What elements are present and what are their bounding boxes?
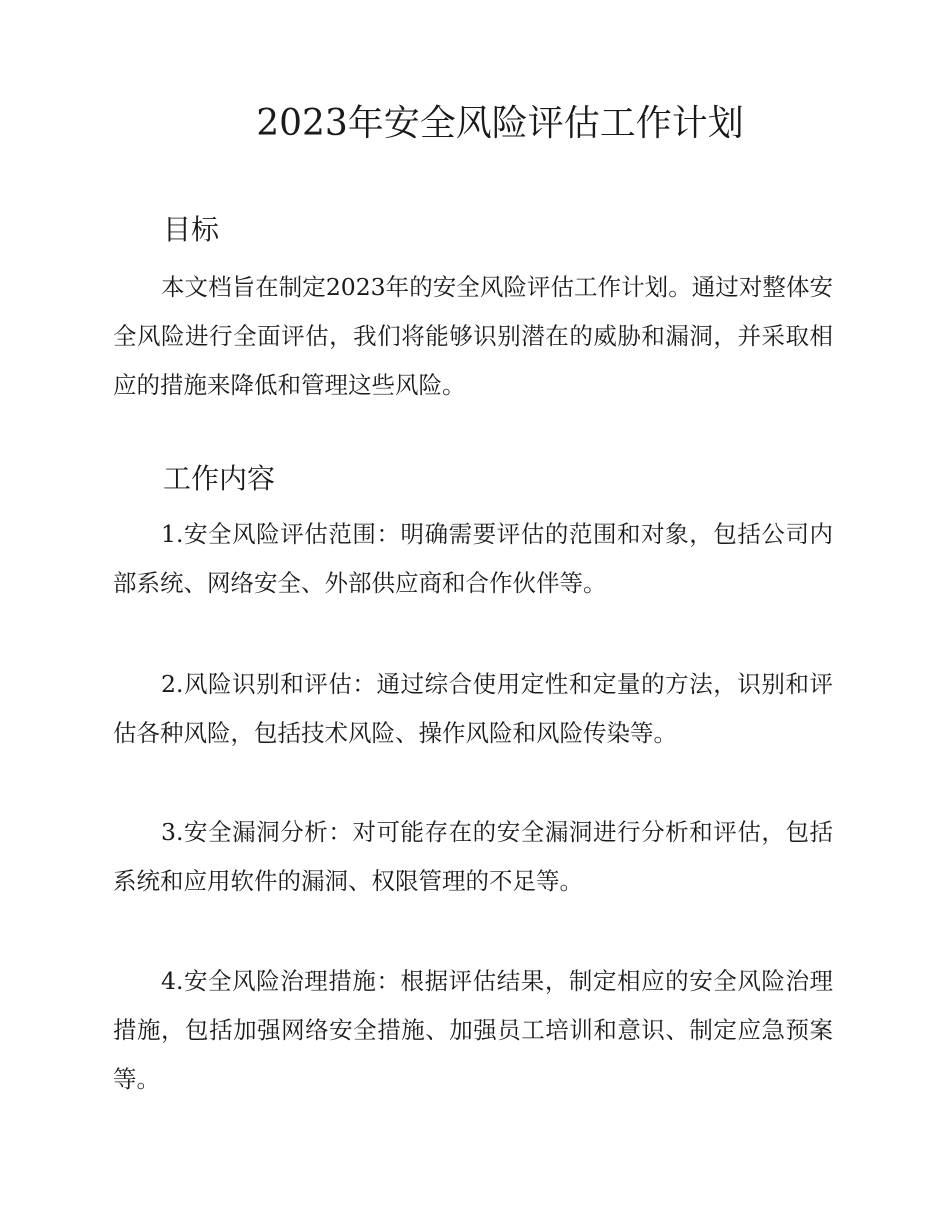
- work-item-scope: 1.安全风险评估范围：明确需要评估的范围和对象，包括公司内部系统、网络安全、外部供应商和合作伙伴等。: [113, 520, 833, 597]
- work-item-vulnerability-analysis: 3.安全漏洞分析：对可能存在的安全漏洞进行分析和评估，包括系统和应用软件的漏洞、权限管理的不足等。: [113, 818, 833, 895]
- section-heading-work-content: 工作内容: [163, 462, 276, 495]
- work-item-risk-identification: 2.风险识别和评估：通过综合使用定性和定量的方法，识别和评估各种风险，包括技术风险、操作风险和风险传染等。: [113, 670, 833, 747]
- goal-paragraph: 本文档旨在制定2023年的安全风险评估工作计划。通过对整体安全风险进行全面评估，我们将能够识别潜在的威胁和漏洞，并采取相应的措施来降低和管理这些风险。: [113, 273, 833, 399]
- document-title: 2023年安全风险评估工作计划: [256, 103, 744, 144]
- section-heading-goal: 目标: [163, 213, 220, 246]
- work-item-governance-measures: 4.安全风险治理措施：根据评估结果，制定相应的安全风险治理措施，包括加强网络安全措施、加强员工培训和意识、制定应急预案等。: [113, 967, 833, 1093]
